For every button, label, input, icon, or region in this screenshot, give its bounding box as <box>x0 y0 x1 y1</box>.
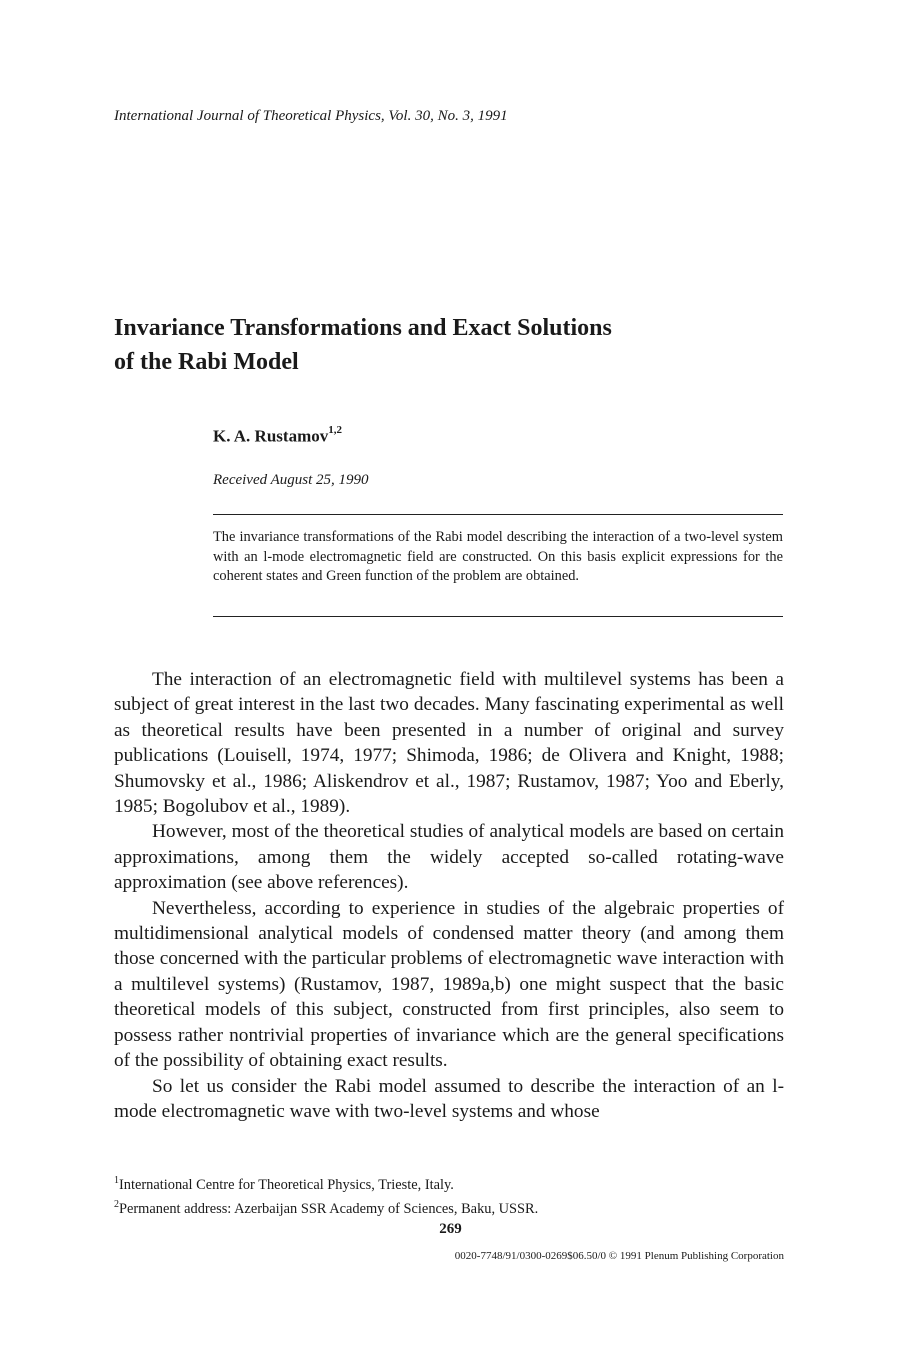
abstract-bottom-rule <box>213 616 783 617</box>
received-date: Received August 25, 1990 <box>213 472 369 488</box>
author-line <box>213 426 342 447</box>
journal-header: International Journal of Theoretical Physics, Vol. 30, No. 3, 1991 <box>114 108 508 124</box>
page-number: 269 <box>439 1221 462 1237</box>
body-paragraph-1: The interaction of an electromagnetic field with multilevel systems has been a subject of great interest in the last two decades. Many fascinating experimental as well as theoretical results have been presented in a number of original and survey publications (Louisell, 1974, 1977; Shimoda, 1986; de Olivera and Knight, 1988; Shumovsky et al., 1986; Aliskendrov et al., 1987; Rustamov, 1987; Yoo and Eberly, 1985; Bogolubov et al., 1989). <box>114 669 784 818</box>
footnote-2 <box>114 1195 784 1219</box>
abstract-top-rule <box>213 514 783 515</box>
body-paragraph-2: However, most of the theoretical studies of analytical models are based on certain approximations, among them the widely accepted so-called rotating-wave approximation (see above references). <box>114 821 784 894</box>
body-paragraph-3: Nevertheless, according to experience in studies of the algebraic properties of multidimensional analytical models of condensed matter theory (and among them those concerned with the particular problems of electromagnetic wave interaction with a multilevel systems) (Rustamov, 1987, 1989a,b) one might suspect that the basic theoretical models of this subject, constructed from first principles, also seem to possess rather nontrivial properties of invariance which are the general specifications of the possibility of obtaining exact results. <box>114 897 784 1072</box>
title-line-2: of the Rabi Model <box>114 349 299 375</box>
footnote-2-text: Permanent address: Azerbaijan SSR Academy of Sciences, Baku, USSR. <box>119 1200 539 1217</box>
footnote-1-mark: 1 <box>114 1175 119 1186</box>
body-paragraph-4: So let us consider the Rabi model assumed to describe the interaction of an l-mode electromagnetic wave with two-level systems and whose <box>114 1075 784 1122</box>
copyright-line: 0020-7748/91/0300-0269$06.50/0 © 1991 Plenum Publishing Corporation <box>454 1250 784 1262</box>
footnote-1-text: International Centre for Theoretical Physics, Trieste, Italy. <box>119 1176 454 1193</box>
footnotes <box>114 1171 784 1219</box>
title-line-1: Invariance Transformations and Exact Solutions <box>114 315 612 341</box>
footnote-2-mark: 2 <box>114 1198 119 1210</box>
body-text <box>114 667 784 1124</box>
author-name: K. A. Rustamov <box>213 426 329 446</box>
author-affiliation-marks: 1,2 <box>328 424 342 436</box>
article-title <box>114 311 794 379</box>
abstract: The invariance transformations of the Rabi model describing the interaction of a two-level system with an l-mode electromagnetic field are constructed. On this basis explicit expressions for the coherent states and Green function of the problem are obtained. <box>213 529 783 584</box>
footnote-1 <box>114 1171 784 1195</box>
